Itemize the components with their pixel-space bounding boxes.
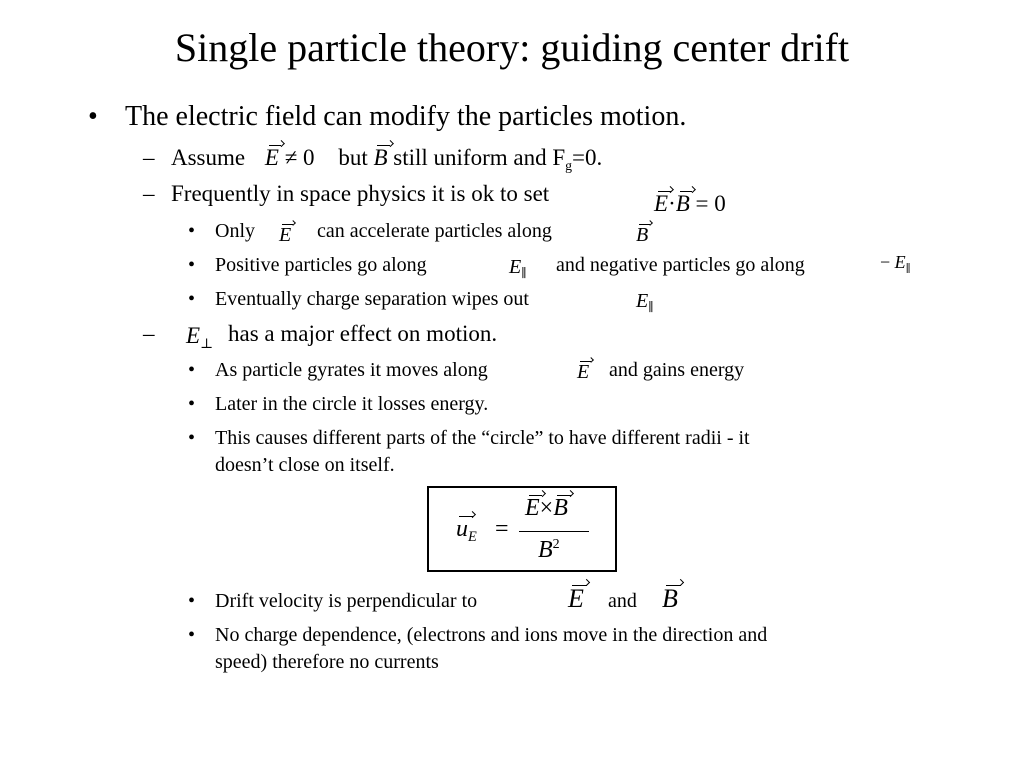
item-drift: Drift velocity is perpendicular to <box>215 590 478 612</box>
b-vector-symbol: B <box>373 145 388 170</box>
e-vector-symbol: E <box>264 145 279 170</box>
assume-text-b: but <box>338 145 368 170</box>
positive-text-b: and negative particles go along <box>556 254 805 276</box>
u-e-symbol <box>456 516 477 546</box>
perp-subscript: ⊥ <box>200 335 214 351</box>
bullet-marker: • <box>188 393 196 415</box>
denominator-b-squared <box>538 537 560 564</box>
u-vector-symbol: u <box>456 516 468 542</box>
item-assume <box>171 145 602 171</box>
bullet-marker: • <box>88 101 98 132</box>
e-vector-symbol: E <box>654 191 669 216</box>
parallel-subscript: ∥ <box>521 266 527 281</box>
equals-sign: = <box>495 516 509 542</box>
neg-e-parallel-symbol <box>880 252 911 273</box>
item-frequently: Frequently in space physics it is ok to set <box>171 181 550 206</box>
item-nocharge-line2: speed) therefore no currents <box>215 651 439 673</box>
eq-zero: = 0 <box>695 191 726 216</box>
e-vector-symbol: E <box>568 584 584 613</box>
e-vector-symbol <box>279 224 291 247</box>
e-dot-b-formula <box>654 191 726 217</box>
b-symbol: B <box>538 537 553 563</box>
bullet-electric-field: The electric field can modify the particles motion. <box>125 101 687 132</box>
exponent-two: 2 <box>552 537 560 552</box>
dash-marker: – <box>143 181 155 206</box>
bullet-marker: • <box>188 254 196 276</box>
sub-g: g <box>565 157 573 173</box>
bullet-marker: • <box>188 220 196 242</box>
fraction-bar <box>519 531 589 532</box>
cross-symbol: × <box>539 495 554 521</box>
dash-marker: – <box>143 145 155 170</box>
slide-title: Single particle theory: guiding center drift <box>174 25 850 70</box>
gyrates-text-b: and gains energy <box>609 359 745 381</box>
dash-marker: – <box>143 321 155 346</box>
item-nocharge-line1: No charge dependence, (electrons and ions move in the direction and <box>215 624 768 646</box>
e-vector-symbol <box>568 584 584 614</box>
b-vector-symbol <box>662 584 678 614</box>
item-positive: Positive particles go along <box>215 254 427 276</box>
drift-text-b: and <box>608 590 637 612</box>
e-subscript: E <box>468 529 477 546</box>
parallel-subscript: ∥ <box>648 300 654 315</box>
assume-text-c: still uniform and F <box>393 145 566 170</box>
bullet-marker: • <box>188 590 196 612</box>
e-vector-symbol: E <box>525 495 540 521</box>
e-not-zero-formula <box>265 145 315 170</box>
assume-text-a: Assume <box>171 145 246 170</box>
bullet-marker: • <box>188 624 196 646</box>
e-symbol: E <box>186 323 201 348</box>
b-vector-symbol: B <box>662 584 678 613</box>
bullet-marker: • <box>188 359 196 381</box>
item-gyrates: As particle gyrates it moves along <box>215 359 488 381</box>
minus-sign: − <box>880 252 891 272</box>
bullet-marker: • <box>188 288 196 310</box>
neq-symbol: ≠ 0 <box>284 145 315 170</box>
numerator-e-cross-b <box>525 495 568 522</box>
b-vector-symbol: B <box>636 224 649 246</box>
item-only: Only <box>215 220 255 242</box>
b-vector-symbol: B <box>675 191 690 216</box>
item-causes-line2: doesn’t close on itself. <box>215 454 395 476</box>
e-symbol: E <box>894 252 906 272</box>
e-parallel-symbol <box>509 256 527 279</box>
item-eventually: Eventually charge separation wipes out <box>215 288 529 310</box>
item-eperp: has a major effect on motion. <box>228 321 498 346</box>
item-causes-line1: This causes different parts of the “circle” to have different radii - it <box>215 427 750 449</box>
bullet-marker: • <box>188 427 196 449</box>
e-perp-symbol <box>186 323 213 349</box>
e-vector-symbol: E <box>279 224 292 246</box>
e-symbol: E <box>636 290 649 312</box>
parallel-subscript: ∥ <box>905 262 911 275</box>
assume-text-d: =0. <box>572 145 603 170</box>
only-text-b: can accelerate particles along <box>317 220 552 242</box>
e-parallel-symbol <box>636 290 654 313</box>
dot-symbol: · <box>668 191 676 216</box>
b-vector-symbol: B <box>553 495 568 521</box>
e-vector-symbol: E <box>577 361 590 383</box>
b-vector-symbol <box>636 224 648 247</box>
e-vector-symbol <box>577 361 589 384</box>
e-symbol: E <box>509 256 522 278</box>
item-later: Later in the circle it losses energy. <box>215 393 489 415</box>
